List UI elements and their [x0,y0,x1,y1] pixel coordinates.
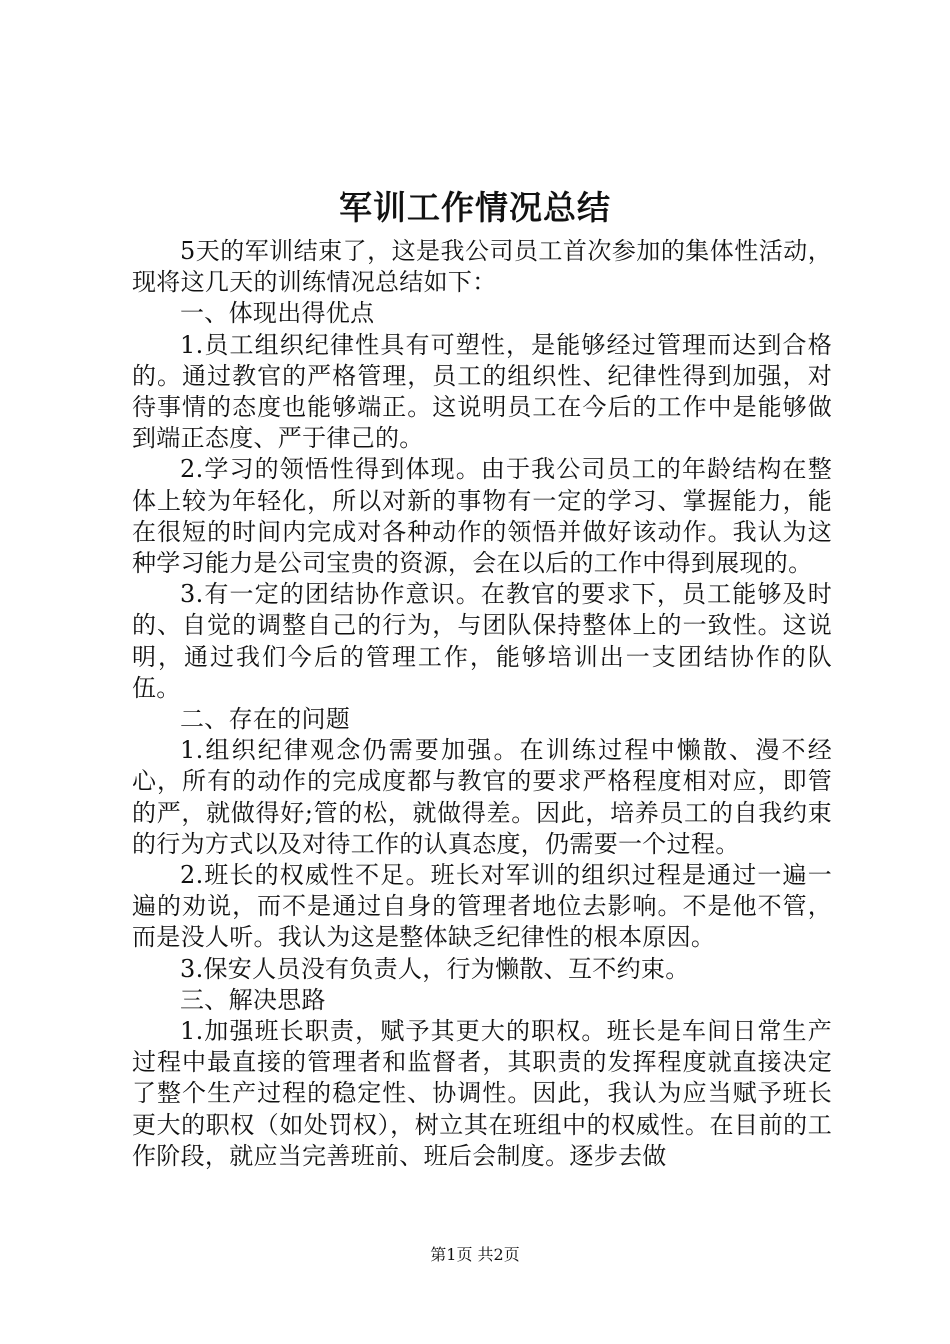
paragraph-advantage-3: 3.有一定的团结协作意识。在教官的要求下，员工能够及时的、自觉的调整自己的行为，与团队保持整体上的一致性。这说明，通过我们今后的管理工作，能够培训出一支团结协作的队伍。 [132,580,832,702]
document-body [132,236,832,1172]
section-heading-problems: 二、存在的问题 [180,705,351,734]
paragraph-advantage-1: 1.员工组织纪律性具有可塑性，是能够经过管理而达到合格的。通过教官的严格管理，员工的组织性、纪律性得到加强，对待事情的态度也能够端正。这说明员工在今后的工作中是能够做到端正态度、严于律己的。 [132,330,832,453]
page-number-footer: 第1页 共2页 [430,1245,520,1264]
document-title: 军训工作情况总结 [339,188,611,227]
paragraph-problem-3: 3.保安人员没有负责人，行为懒散、互不约束。 [180,954,690,983]
paragraph-problem-2: 2.班长的权威性不足。班长对军训的组织过程是通过一遍一遍的劝说，而不是通过自身的管理者地位去影响。不是他不管，而是没人听。我认为这是整体缺乏纪律性的根本原因。 [132,861,832,952]
paragraph-advantage-2: 2.学习的领悟性得到体现。由于我公司员工的年龄结构在整体上较为年轻化，所以对新的事物有一定的学习、掌握能力，能在很短的时间内完成对各种动作的领悟并做好该动作。我认为这种学习能力是公司宝贵的资源，会在以后的工作中得到展现的。 [132,455,832,578]
paragraph-problem-1: 1.组织纪律观念仍需要加强。在训练过程中懒散、漫不经心，所有的动作的完成度都与教官的要求严格程度相对应，即管的严，就做得好;管的松，就做得差。因此，培养员工的自我约束的行为方式以及对待工作的认真态度，仍需要一个过程。 [132,736,832,858]
section-heading-solutions: 三、解决思路 [180,985,326,1014]
section-heading-advantages: 一、体现出得优点 [180,299,375,328]
paragraph-intro: 5天的军训结束了，这是我公司员工首次参加的集体性活动，现将这几天的训练情况总结如下： [132,237,832,297]
paragraph-solution-1: 1.加强班长职责，赋予其更大的职权。班长是车间日常生产过程中最直接的管理者和监督者，其职责的发挥程度就直接决定了整个生产过程的稳定性、协调性。因此，我认为应当赋予班长更大的职权（如处罚权），树立其在班组中的权威性。在目前的工作阶段，就应当完善班前、班后会制度。逐步去做 [132,1017,832,1170]
